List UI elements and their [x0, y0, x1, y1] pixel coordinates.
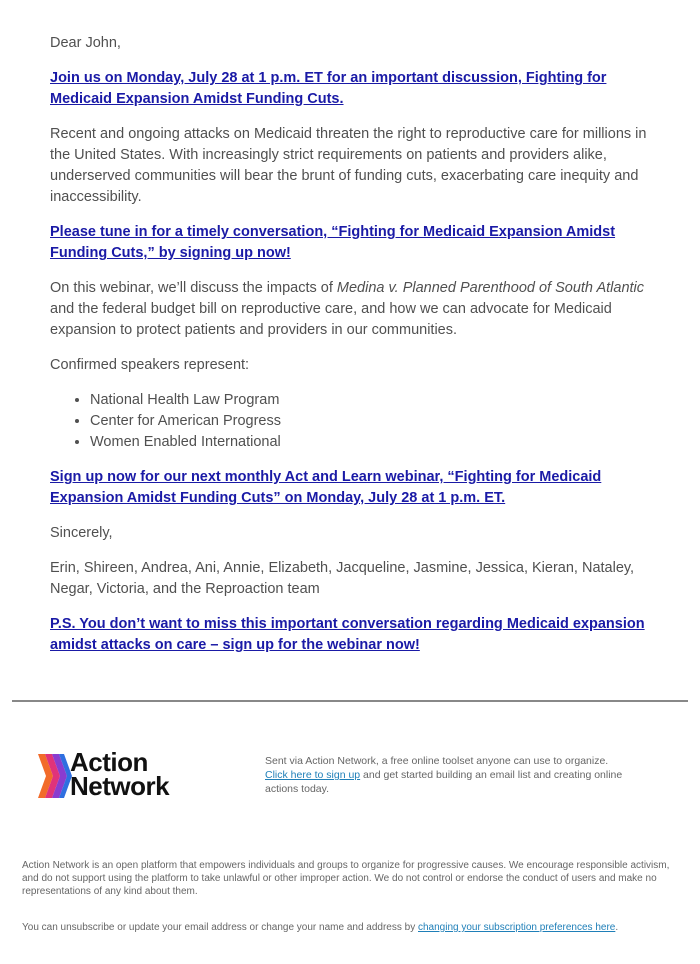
sent-via-rest: and get started building an email list and creating online actions today. — [265, 769, 623, 795]
speakers-list — [50, 390, 665, 453]
webinar-signup-link[interactable]: Sign up now for our next monthly Act and Learn webinar, “Fighting for Medicaid Expansion Amidst Funding Cuts” on Monday, July 28 at 1 p.m. ET. — [50, 469, 602, 506]
unsubscribe-end: . — [615, 922, 619, 933]
platform-disclaimer: Action Network is an open platform that empowers individuals and groups to organize for progressive causes. We encourage responsible activism, and do not support using the platform to take unlawful or other improper action. We do not control or endorse the conduct of users and make no representations of any kind about them. — [22, 860, 670, 897]
email-body — [50, 33, 665, 670]
speaker-item: • Center for American Progress — [90, 411, 665, 432]
webinar-description-end: and the federal budget bill on reproductive care, and how we can advocate for Medicaid expansion to protect patients and providers in our communities. — [50, 301, 612, 338]
webinar-description-paragraph — [50, 278, 665, 341]
greeting: Dear John, — [50, 35, 121, 51]
ps-signup-link[interactable]: P.S. You don’t want to miss this important conversation regarding Medicaid expansion amidst attacks on care – sign up for the webinar now! — [50, 616, 645, 653]
speakers-intro: Confirmed speakers represent: — [50, 357, 250, 373]
unsubscribe-text: You can unsubscribe or update your email address or change your name and address by — [22, 922, 418, 933]
webinar-description-start: On this webinar, we’ll discuss the impacts of — [50, 280, 337, 296]
closing: Sincerely, — [50, 525, 113, 541]
tune-in-signup-link[interactable]: Please tune in for a timely conversation, “Fighting for Medicaid Expansion Amidst Funding Cuts,” by signing up now! — [50, 224, 616, 261]
speaker-item: • National Health Law Program — [90, 390, 665, 411]
footer-divider — [12, 700, 688, 702]
unsubscribe-notice — [22, 921, 692, 934]
chevron-logo-icon — [38, 754, 72, 798]
action-network-logo[interactable] — [38, 747, 198, 802]
speaker-item: • Women Enabled International — [90, 432, 665, 453]
action-network-signup-link[interactable]: Click here to sign up — [265, 769, 361, 781]
brand-wordmark — [70, 747, 170, 801]
brand-line-2: Network — [70, 771, 170, 801]
sent-via-notice — [265, 754, 635, 796]
medicaid-attacks-paragraph: Recent and ongoing attacks on Medicaid threaten the right to reproductive care for millions in the United States. With increasingly strict requirements on patients and providers alike, underserved communities will bear the brunt of funding cuts, exacerbating care inequity and inaccessibility. — [50, 126, 647, 205]
intro-event-link[interactable]: Join us on Monday, July 28 at 1 p.m. ET for an important discussion, Fighting for Medicaid Expansion Amidst Funding Cuts. — [50, 70, 607, 107]
signatories: Erin, Shireen, Andrea, Ani, Annie, Elizabeth, Jacqueline, Jasmine, Jessica, Kieran, Nataley, Negar, Victoria, and the Reproaction team — [50, 560, 635, 597]
case-name: Medina v. Planned Parenthood of South Atlantic — [336, 280, 645, 296]
subscription-preferences-link[interactable]: changing your subscription preferences here — [418, 922, 616, 933]
sent-via-text: Sent via Action Network, a free online toolset anyone can use to organize. — [265, 755, 609, 767]
brand-line-1: Action — [70, 747, 148, 777]
